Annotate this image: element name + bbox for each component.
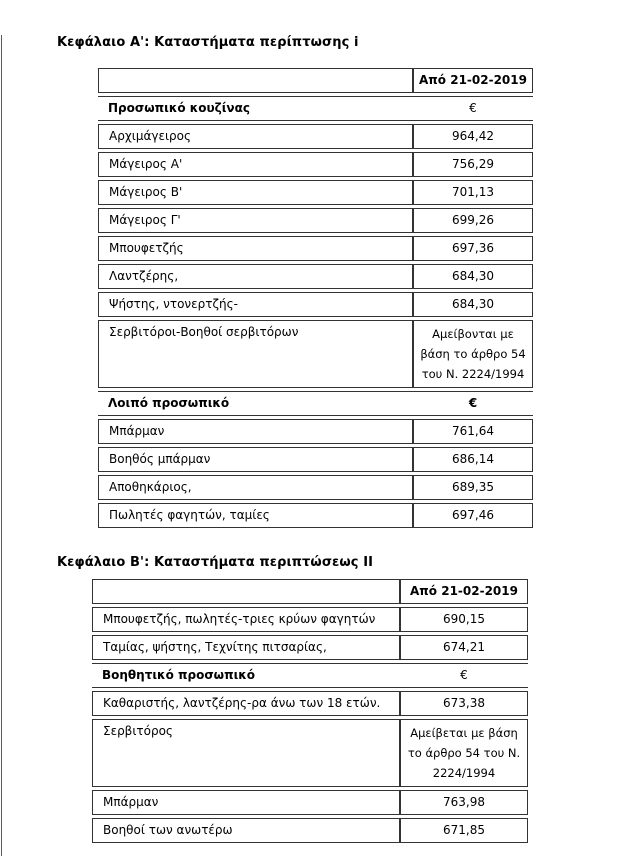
section-b-salary-table [92,576,528,846]
job-title: Μπουφετζής [98,236,413,261]
table-row [98,292,533,317]
salary-value: Αμείβεται με βάση το άρθρο 54 του Ν. 2224/1994 [400,719,528,787]
page-border-line [1,35,2,856]
salary-value: 701,13 [413,180,533,205]
job-title: Λαντζέρης, [98,264,413,289]
currency-symbol: € [413,391,533,416]
job-title: Μπάρμαν [92,790,400,815]
job-title: Βοηθός μπάρμαν [98,447,413,472]
table-row [98,419,533,444]
section-title: Βοηθητικό προσωπικό [92,663,400,688]
job-title: Μάγειρος Α' [98,152,413,177]
table-row [98,180,533,205]
table-row [98,475,533,500]
currency-symbol: € [400,663,528,688]
header-date-cell: Από 21-02-2019 [400,579,528,604]
salary-value: 671,85 [400,818,528,843]
salary-value: 689,35 [413,475,533,500]
salary-value: 697,46 [413,503,533,528]
table-row [98,208,533,233]
header-date-cell: Από 21-02-2019 [413,68,533,93]
salary-value: 964,42 [413,124,533,149]
table-row [92,635,528,660]
job-title: Καθαριστής, λαντζέρης-ρα άνω των 18 ετών. [92,691,400,716]
table-row [92,790,528,815]
table-row [98,264,533,289]
salary-value: 690,15 [400,607,528,632]
job-title: Σερβιτόροι-Βοηθοί σερβιτόρων [98,320,413,388]
salary-value: 673,38 [400,691,528,716]
currency-symbol: € [413,96,533,121]
section-header-row [92,663,528,688]
salary-value: 756,29 [413,152,533,177]
section-b-heading: Κεφάλαιο Β': Καταστήματα περιπτώσεως II [57,555,374,570]
salary-value: Αμείβονται με βάση το άρθρο 54 του Ν. 2224/1994 [413,320,533,388]
salary-value: 674,21 [400,635,528,660]
table-row [98,236,533,261]
table-row [98,124,533,149]
section-title: Προσωπικό κουζίνας [98,96,413,121]
table-header-row [98,68,533,93]
table-header-row [92,579,528,604]
table-row [98,503,533,528]
header-empty-cell [92,579,400,604]
table-row [92,607,528,632]
section-title: Λοιπό προσωπικό [98,391,413,416]
table-row [98,447,533,472]
job-title: Μάγειρος Γ' [98,208,413,233]
salary-value: 684,30 [413,264,533,289]
section-header-row [98,391,533,416]
job-title: Αποθηκάριος, [98,475,413,500]
salary-value: 763,98 [400,790,528,815]
job-title: Σερβιτόρος [92,719,400,787]
job-title: Πωλητές φαγητών, ταμίες [98,503,413,528]
document-page [0,35,630,856]
salary-value: 761,64 [413,419,533,444]
table-row [92,818,528,843]
job-title: Βοηθοί των ανωτέρω [92,818,400,843]
job-title: Μπάρμαν [98,419,413,444]
section-a-heading: Κεφάλαιο Α': Καταστήματα περίπτωσης i [57,35,359,50]
job-title: Μάγειρος Β' [98,180,413,205]
job-title: Ψήστης, ντονερτζής- [98,292,413,317]
salary-value: 686,14 [413,447,533,472]
table-row [98,320,533,388]
section-a-salary-table [98,65,533,531]
job-title: Ταμίας, ψήστης, Τεχνίτης πιτσαρίας, [92,635,400,660]
table-row [92,719,528,787]
header-empty-cell [98,68,413,93]
job-title: Μπουφετζής, πωλητές-τριες κρύων φαγητών [92,607,400,632]
table-row [98,152,533,177]
salary-value: 697,36 [413,236,533,261]
section-header-row [98,96,533,121]
salary-value: 684,30 [413,292,533,317]
job-title: Αρχιμάγειρος [98,124,413,149]
salary-value: 699,26 [413,208,533,233]
table-row [92,691,528,716]
